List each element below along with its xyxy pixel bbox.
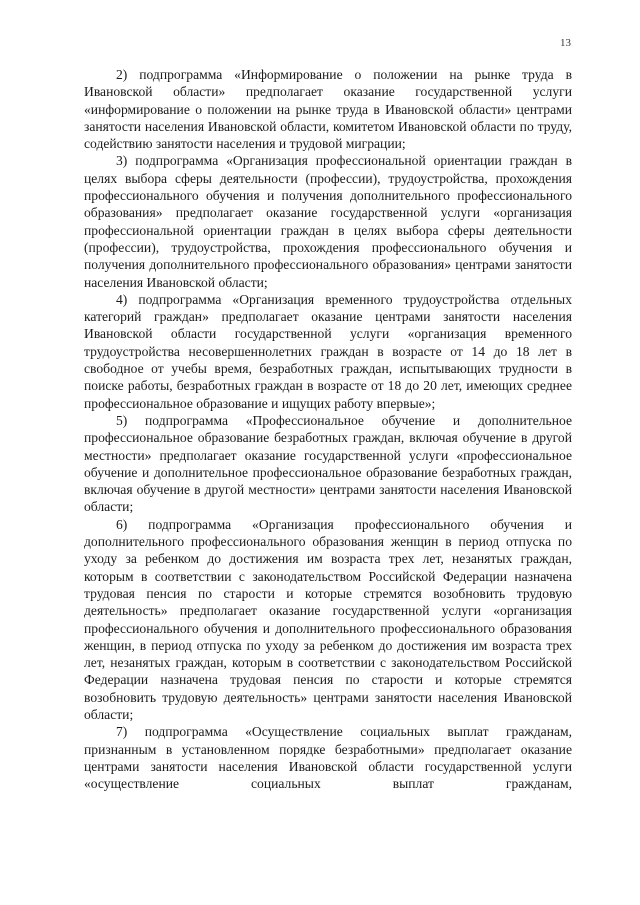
paragraph-7: 7) подпрограмма «Осуществление социальных выплат гражданам, признанным в установленном порядке безработными» предполагает оказание центрами занятости населения Ивановской области государственной услуги «осуществление социальных выплат гражданам, xyxy=(84,724,572,792)
paragraph-6: 6) подпрограмма «Организация профессионального обучения и дополнительного профессионального образования женщин в период отпуска по уходу за ребенком до достижения им возраста трех лет, незанятых граждан, которым в соответствии с законодательством Российской Федерации назначена трудовая пенсия по старости и которые стремятся возобновить трудовую деятельность» предполагает оказание государственной услуги «организация профессионального обучения и дополнительного профессионального образования женщин, в период отпуска по уходу за ребенком до достижения им возраста трех лет, незанятых граждан, которым в соответствии с законодательством Российской Федерации назначена трудовая пенсия по старости и которые стремятся возобновить трудовую деятельность» центрами занятости населения Ивановской области; xyxy=(84,516,572,722)
paragraph-4: 4) подпрограмма «Организация временного трудоустройства отдельных категорий граждан» предполагает оказание центрами занятости населения Ивановской области государственной услуги «организация временного трудоустройства несовершеннолетних граждан в возрасте от 14 до 18 лет в свободное от учебы время, безработных граждан, испытывающих трудности в поиске работы, безработных граждан в возрасте от 18 до 20 лет, имеющих среднее профессиональное образование и ищущих работу впервые»; xyxy=(84,291,572,411)
paragraph-5: 5) подпрограмма «Профессиональное обучение и дополнительное профессиональное образование безработных граждан, включая обучение в другой местности» предполагает оказание государственной услуги «профессиональное обучение и дополнительное профессиональное образование безработных граждан, включая обучение в другой местности» центрами занятости населения Ивановской области; xyxy=(84,412,572,515)
document-body xyxy=(84,66,572,792)
paragraph-3: 3) подпрограмма «Организация профессиональной ориентации граждан в целях выбора сферы деятельности (профессии), трудоустройства, прохождения профессионального обучения и получения дополнительного профессионального образования» предполагает оказание государственной услуги «организация профессиональной ориентации граждан в целях выбора сферы деятельности (профессии), трудоустройства, прохождения профессионального обучения и получения дополнительного профессионального образования» центрами занятости населения Ивановской области; xyxy=(84,153,572,290)
page-number: 13 xyxy=(560,37,571,49)
paragraph-2: 2) подпрограмма «Информирование о положении на рынке труда в Ивановской области» предполагает оказание государственной услуги «информирование о положении на рынке труда в Ивановской области» центрами занятости населения Ивановской области, комитетом Ивановской области по труду, содействию занятости населения и трудовой миграции; xyxy=(84,67,572,152)
